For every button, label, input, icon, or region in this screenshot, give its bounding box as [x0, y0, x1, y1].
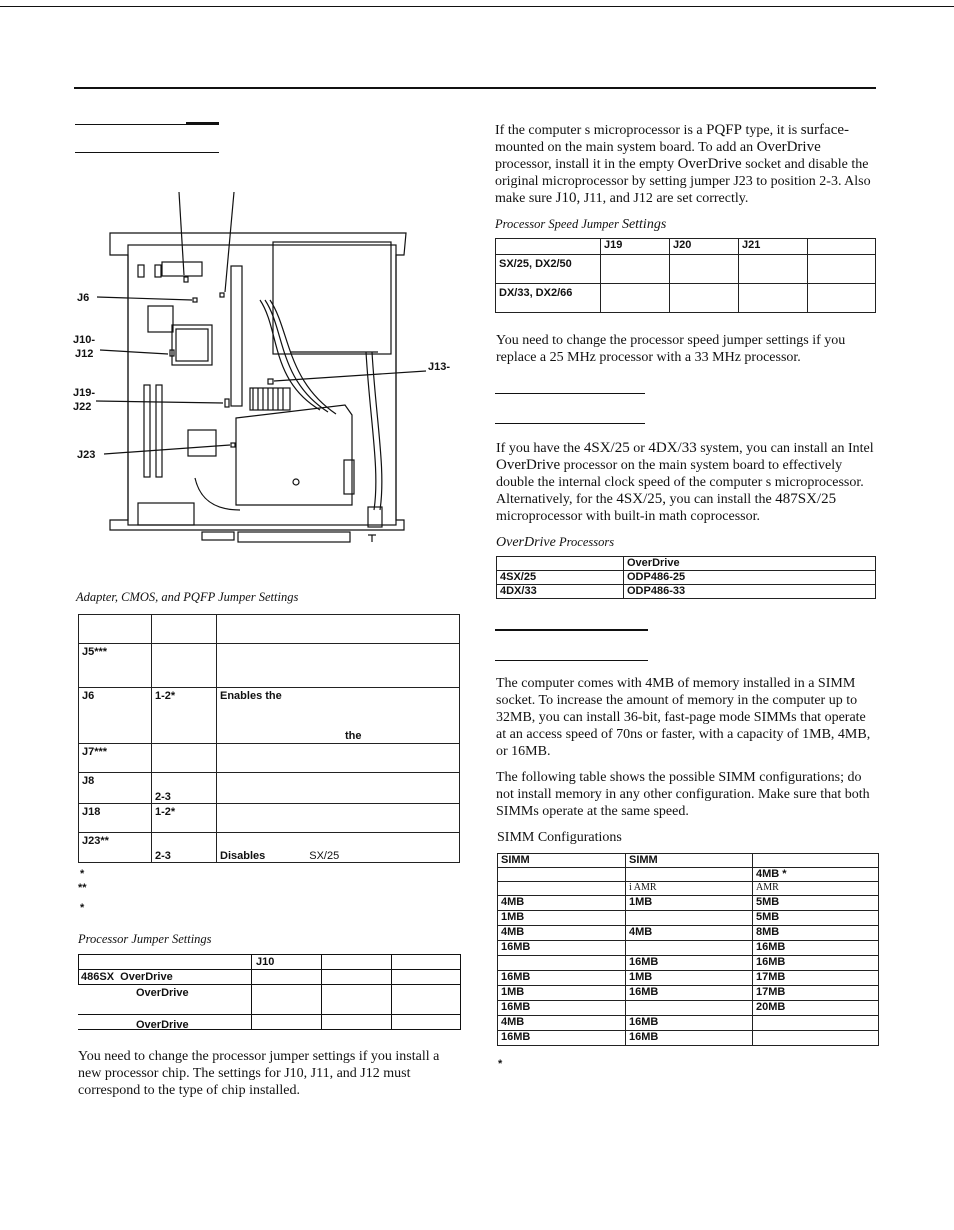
pqfp-text: processor, install it in the empty [495, 157, 678, 172]
simm-cell [626, 941, 753, 956]
speed-row-1: SX/25, DX2/50 [496, 255, 601, 284]
proc-table-right [460, 954, 461, 1030]
simm-cell: 5MB [753, 896, 879, 911]
memory-paragraph: The computer comes with 4MB of memory installed in a SIMM socket. To increase the amount of memory in the computer up to 32MB, you can install 36-bit, fast-page mode SIMMs that operate at an access speed of 70ns or faster, with a capacity of 1MB, 4MB, or 16MB. [496, 676, 871, 759]
simm-cell: 1MB [498, 911, 626, 926]
top-rule [0, 6, 954, 7]
simm-cell: 17MB [753, 986, 879, 1001]
simm-cell: 4MB [498, 896, 626, 911]
simm-footnote: * [498, 1058, 503, 1070]
simm-table [497, 853, 879, 1046]
pqfp-text: mounted on the main system board. To add an [495, 140, 757, 155]
label-j12: J12 [75, 348, 94, 360]
simm-cell: 16MB [626, 956, 753, 971]
proc-table-r2 [78, 1014, 461, 1015]
cell-jumper: J7*** [79, 744, 152, 773]
simm-cell [498, 956, 626, 971]
od-487: 487SX/25 [775, 491, 837, 507]
od-heading-rule-1 [495, 393, 645, 394]
cell-desc-2: SX/25 [309, 850, 340, 862]
od-cell: 4SX/25 [497, 571, 624, 585]
overdrive-paragraph [496, 440, 876, 525]
simm-cell: 8MB [753, 926, 879, 941]
caption-simm: SIMM Configurations [497, 830, 622, 845]
cell-setting: 1-2* [152, 804, 217, 833]
od-sx2: 4SX/25, [616, 491, 666, 507]
simm-cell [626, 911, 753, 926]
cell-desc: Disables [220, 850, 266, 862]
proc-row-2: OverDrive [136, 987, 189, 999]
overdrive-table [496, 556, 876, 599]
cell-setting: 2-3 [152, 833, 217, 863]
od-heading-rule-2 [495, 423, 645, 424]
cell-jumper: J5*** [79, 644, 152, 688]
simm-cell: 16MB [626, 1031, 753, 1046]
caption-speed [495, 217, 666, 233]
simm-cell [753, 1016, 879, 1031]
mem-heading-rule-1 [495, 629, 648, 631]
proc-header-j10: J10 [256, 956, 275, 968]
od-text: you can install the [665, 492, 776, 507]
footnote-1: * [80, 868, 85, 880]
simm-cell [626, 1001, 753, 1016]
processor-paragraph: You need to change the processor jumper settings if you install a new processor chip. The settings for J10, J11, and J12 must correspond to the type of chip installed. [78, 1049, 440, 1098]
caption-od-b: Processors [555, 535, 615, 549]
speed-jumper-table [495, 238, 876, 313]
proc-table-hdr [78, 969, 461, 970]
od-text: microprocessor with built-in math coprocessor. [496, 509, 760, 524]
cell-jumper: J8 [79, 773, 152, 804]
pqfp-overdrive-2: OverDrive [677, 156, 742, 172]
adapter-jumper-table [78, 614, 460, 863]
caption-speed-a: Processor Speed Jumper [495, 217, 622, 231]
header-rule [74, 87, 876, 89]
simm-cell: 16MB [753, 941, 879, 956]
simm-cell: 16MB [498, 1001, 626, 1016]
pqfp-text: J11, and J12 are set correctly. [580, 191, 749, 206]
label-j13: J13- [428, 361, 451, 373]
simm-cell: 1MB [626, 971, 753, 986]
simm-header-2: SIMM [626, 854, 753, 868]
mem-heading-rule-2 [495, 660, 648, 661]
od-cell: ODP486-33 [624, 585, 876, 599]
cell-desc-2: the [345, 730, 362, 742]
pqfp-paragraph [495, 122, 873, 207]
pqfp-text: socket and disable the original microprocessor by setting jumper J23 to position 2-3. Also make sure [495, 157, 871, 206]
caption-od-a: OverDrive [496, 535, 556, 550]
od-term: OverDrive [496, 457, 561, 473]
simm-cell: 5MB [753, 911, 879, 926]
od-cell: 4DX/33 [497, 585, 624, 599]
pqfp-surface: surface- [800, 122, 849, 138]
pqfp-text: If the computer s microprocessor is a [495, 123, 707, 138]
cell-jumper: J6 [79, 688, 152, 744]
speed-row-2: DX/33, DX2/66 [496, 284, 601, 313]
simm-cell: 16MB [753, 956, 879, 971]
label-j6: J6 [77, 292, 90, 304]
od-header: OverDrive [624, 557, 876, 571]
footnote-3: * [80, 902, 85, 914]
cell-desc: Enables the [220, 690, 282, 702]
od-dx: 4DX/33 [648, 440, 697, 456]
left-heading-rule-1 [75, 124, 219, 125]
od-text: system, you can install an Intel [696, 441, 874, 456]
caption-adapter: Adapter, CMOS, and PQFP Jumper Settings [76, 590, 299, 604]
simm-cell: 16MB [498, 971, 626, 986]
pqfp-text: type, it is [741, 123, 801, 138]
proc-row-3: OverDrive [136, 1019, 189, 1031]
caption-od [496, 535, 614, 551]
cell-jumper: J18 [79, 804, 152, 833]
od-cell: ODP486-25 [624, 571, 876, 585]
od-text: If you have the [496, 441, 584, 456]
simm-cell: 16MB [498, 941, 626, 956]
cell-setting: 2-3 [152, 773, 217, 804]
simm-sub2: i AMR [626, 882, 753, 896]
simm-sub: 4MB * [753, 868, 879, 882]
proc-table-top [78, 954, 461, 955]
label-j23: J23 [77, 449, 96, 461]
left-heading-rule-2 [75, 152, 219, 153]
simm-cell: 16MB [498, 1031, 626, 1046]
left-heading-rule-1b [186, 122, 219, 124]
pqfp-j10: J10, [555, 190, 581, 206]
label-j22: J22 [73, 401, 92, 413]
od-sx: 4SX/25 [583, 440, 630, 456]
footnote-2: ** [78, 882, 87, 894]
cell-jumper: J23** [79, 833, 152, 863]
od-text: or [629, 441, 649, 456]
simm-sub2: AMR [753, 882, 879, 896]
proc-row-1: 486SX OverDrive [81, 971, 173, 983]
simm-cell: 17MB [753, 971, 879, 986]
speed-header-j19: J19 [601, 239, 670, 255]
simm-cell: 16MB [626, 986, 753, 1001]
pqfp-term: PQFP [706, 122, 742, 138]
label-j19: J19- [73, 387, 96, 399]
speed-header-j21: J21 [739, 239, 808, 255]
simm-cell: 16MB [626, 1016, 753, 1031]
simm-cell: 1MB [498, 986, 626, 1001]
pqfp-overdrive: OverDrive [756, 139, 821, 155]
simm-paragraph: The following table shows the possible SIMM configurations; do not install memory in any other configuration. Make sure that both SIMMs operate at the same speed. [496, 770, 870, 819]
caption-processor: Processor Jumper Settings [78, 932, 212, 946]
simm-cell [753, 1031, 879, 1046]
main-board-diagram [0, 180, 470, 560]
caption-speed-b: Settings [621, 217, 667, 232]
proc-table-col3 [391, 954, 392, 1030]
od-text: processor on the main system board to effectively double the internal clock speed of the computer s microprocessor. Alternatively, for the [496, 458, 864, 507]
speed-header-j20: J20 [670, 239, 739, 255]
simm-header-1: SIMM [498, 854, 626, 868]
proc-table-r1 [78, 984, 461, 985]
simm-cell: 1MB [626, 896, 753, 911]
proc-table-left [78, 954, 79, 984]
simm-cell: 20MB [753, 1001, 879, 1016]
simm-cell: 4MB [626, 926, 753, 941]
speed-paragraph: You need to change the processor speed jumper settings if you replace a 25 MHz processor with a 33 MHz processor. [496, 333, 846, 365]
simm-cell: 4MB [498, 926, 626, 941]
proc-table-col1 [251, 954, 252, 1030]
simm-cell: 4MB [498, 1016, 626, 1031]
cell-setting: 1-2* [152, 688, 217, 744]
proc-table-col2 [321, 954, 322, 1030]
label-j10: J10- [73, 334, 96, 346]
